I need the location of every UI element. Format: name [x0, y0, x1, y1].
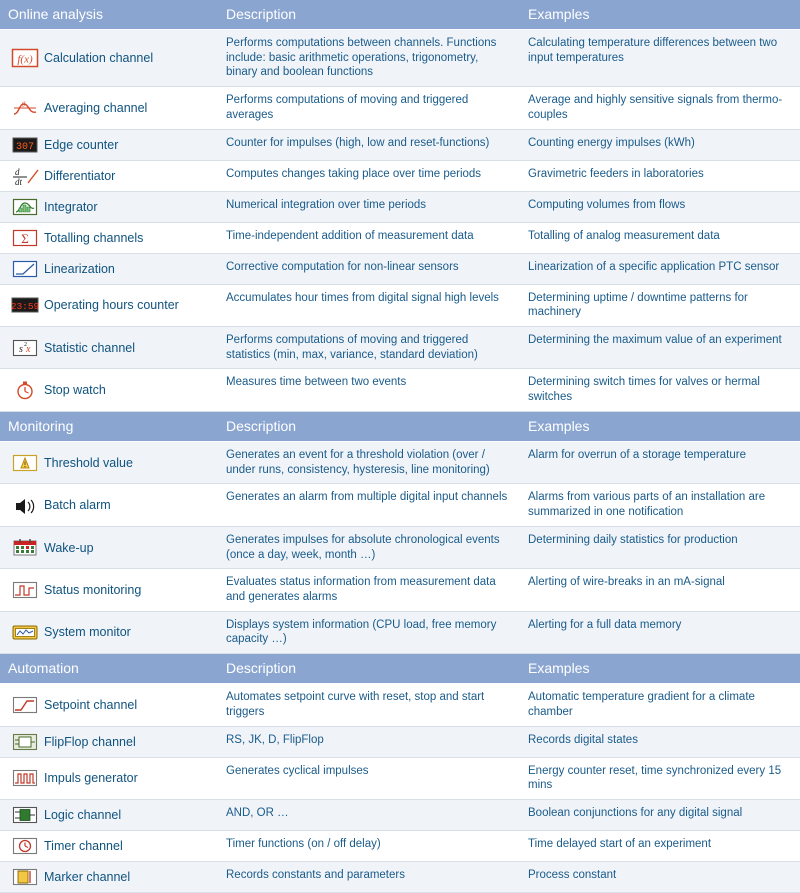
svg-text:307: 307 [15, 141, 35, 153]
table-row [0, 441, 800, 483]
row-name: System monitor [42, 611, 218, 653]
row-example: Alarm for overrun of a storage temperature [520, 441, 800, 483]
status-monitoring-icon [11, 579, 39, 601]
row-icon-cell [0, 222, 42, 253]
stop-watch-icon [11, 379, 39, 401]
row-icon-cell [0, 757, 42, 799]
row-description: Records constants and parameters [218, 861, 520, 892]
row-description: Generates an alarm from multiple digital input channels [218, 484, 520, 526]
row-name: Impuls generator [42, 757, 218, 799]
row-description: Displays system information (CPU load, free memory capacity …) [218, 611, 520, 653]
setpoint-channel-icon [11, 694, 39, 716]
operating-hours-counter-icon [11, 294, 39, 316]
marker-channel-icon [11, 866, 39, 888]
table-row [0, 284, 800, 326]
table-row [0, 861, 800, 892]
system-monitor-icon [11, 621, 39, 643]
row-name: Linearization [42, 253, 218, 284]
row-icon-cell [0, 611, 42, 653]
row-example: Linearization of a specific application PTC sensor [520, 253, 800, 284]
row-description: Corrective computation for non-linear sensors [218, 253, 520, 284]
svg-text:2: 2 [24, 341, 27, 348]
row-description: Accumulates hour times from digital signal high levels [218, 284, 520, 326]
wake-up-icon [11, 537, 39, 559]
svg-text:f(x): f(x) [17, 53, 33, 66]
row-icon-cell [0, 160, 42, 191]
row-example: Determining switch times for valves or hermal switches [520, 369, 800, 411]
row-description: Evaluates status information from measurement data and generates alarms [218, 569, 520, 611]
column-header-description: Description [218, 654, 520, 684]
row-example: Time delayed start of an experiment [520, 830, 800, 861]
section-header-automation [0, 654, 800, 684]
threshold-value-icon [11, 452, 39, 474]
row-example: Totalling of analog measurement data [520, 222, 800, 253]
column-header-description: Description [218, 0, 520, 30]
table-row [0, 569, 800, 611]
row-description: Measures time between two events [218, 369, 520, 411]
table-row [0, 222, 800, 253]
row-description: Timer functions (on / off delay) [218, 830, 520, 861]
table-row [0, 160, 800, 191]
row-icon-cell [0, 861, 42, 892]
section-title: Automation [0, 654, 218, 684]
averaging-channel-icon [11, 97, 39, 119]
svg-text:Σ: Σ [21, 230, 29, 246]
row-name: Wake-up [42, 526, 218, 568]
row-example: Records digital states [520, 726, 800, 757]
row-name: Status monitoring [42, 569, 218, 611]
row-description: Numerical integration over time periods [218, 191, 520, 222]
row-icon-cell [0, 526, 42, 568]
row-icon-cell [0, 253, 42, 284]
row-example: Alerting of wire-breaks in an mA-signal [520, 569, 800, 611]
table-row [0, 726, 800, 757]
row-example: Counting energy impulses (kWh) [520, 129, 800, 160]
svg-text:dt: dt [15, 176, 23, 187]
flipflop-channel-icon [11, 731, 39, 753]
row-name: Integrator [42, 191, 218, 222]
statistic-channel-icon [11, 337, 39, 359]
row-icon-cell [0, 327, 42, 369]
row-example: Calculating temperature differences between two input temperatures [520, 30, 800, 87]
table-row [0, 253, 800, 284]
row-description: Computes changes taking place over time periods [218, 160, 520, 191]
table-row [0, 30, 800, 87]
row-name: Timer channel [42, 830, 218, 861]
row-name: Stop watch [42, 369, 218, 411]
svg-text:23:59: 23:59 [11, 301, 39, 313]
table-row [0, 191, 800, 222]
row-example: Average and highly sensitive signals from thermo-couples [520, 87, 800, 129]
row-icon-cell [0, 830, 42, 861]
row-name: Marker channel [42, 861, 218, 892]
row-name: Calculation channel [42, 30, 218, 87]
row-name: Averaging channel [42, 87, 218, 129]
section-title: Online analysis [0, 0, 218, 30]
row-description: Generates an event for a threshold violation (over / under runs, consistency, hysteresis, line monitoring) [218, 441, 520, 483]
row-description: Counter for impulses (high, low and reset-functions) [218, 129, 520, 160]
row-name: Logic channel [42, 799, 218, 830]
table-row [0, 526, 800, 568]
table-row [0, 684, 800, 726]
table-row [0, 830, 800, 861]
linearization-icon [11, 258, 39, 280]
row-example: Alarms from various parts of an installation are summarized in one notification [520, 484, 800, 526]
row-icon-cell [0, 369, 42, 411]
row-name: Edge counter [42, 129, 218, 160]
row-name: FlipFlop channel [42, 726, 218, 757]
row-icon-cell [0, 284, 42, 326]
row-description: Performs computations of moving and triggered statistics (min, max, variance, standard deviation) [218, 327, 520, 369]
row-description: Automates setpoint curve with reset, stop and start triggers [218, 684, 520, 726]
row-example: Boolean conjunctions for any digital signal [520, 799, 800, 830]
row-icon-cell [0, 684, 42, 726]
row-name: Operating hours counter [42, 284, 218, 326]
calculation-channel-icon [11, 47, 39, 69]
row-example: Determining uptime / downtime patterns for machinery [520, 284, 800, 326]
table-row [0, 369, 800, 411]
table-row [0, 129, 800, 160]
row-example: Energy counter reset, time synchronized every 15 mins [520, 757, 800, 799]
row-name: Batch alarm [42, 484, 218, 526]
row-icon-cell [0, 30, 42, 87]
table-row [0, 484, 800, 526]
batch-alarm-icon [11, 494, 39, 516]
column-header-examples: Examples [520, 0, 800, 30]
row-description: Generates impulses for absolute chronological events (once a day, week, month …) [218, 526, 520, 568]
totalling-channels-icon [11, 227, 39, 249]
column-header-examples: Examples [520, 411, 800, 441]
row-description: RS, JK, D, FlipFlop [218, 726, 520, 757]
table-row [0, 757, 800, 799]
integrator-icon [11, 196, 39, 218]
logic-channel-icon [11, 804, 39, 826]
row-description: AND, OR … [218, 799, 520, 830]
table-row [0, 799, 800, 830]
section-header-monitoring [0, 411, 800, 441]
impuls-generator-icon [11, 767, 39, 789]
row-example: Determining the maximum value of an experiment [520, 327, 800, 369]
column-header-examples: Examples [520, 654, 800, 684]
edge-counter-icon [11, 134, 39, 156]
differentiator-icon [11, 165, 39, 187]
svg-text:g: g [22, 98, 26, 107]
row-icon-cell [0, 569, 42, 611]
row-example: Automatic temperature gradient for a climate chamber [520, 684, 800, 726]
row-name: Totalling channels [42, 222, 218, 253]
row-icon-cell [0, 799, 42, 830]
section-header-online-analysis [0, 0, 800, 30]
row-description: Performs computations between channels. Functions include: basic arithmetic operations, trigonometry, binary and boolean functions [218, 30, 520, 87]
row-example: Computing volumes from flows [520, 191, 800, 222]
row-icon-cell [0, 484, 42, 526]
svg-text:s: s [19, 343, 23, 355]
svg-text:d: d [15, 166, 20, 177]
table-row [0, 87, 800, 129]
row-name: Threshold value [42, 441, 218, 483]
row-icon-cell [0, 441, 42, 483]
row-icon-cell [0, 87, 42, 129]
row-name: Setpoint channel [42, 684, 218, 726]
row-description: Performs computations of moving and triggered averages [218, 87, 520, 129]
row-description: Time-independent addition of measurement data [218, 222, 520, 253]
row-icon-cell [0, 726, 42, 757]
column-header-description: Description [218, 411, 520, 441]
row-icon-cell [0, 129, 42, 160]
timer-channel-icon [11, 835, 39, 857]
row-example: Process constant [520, 861, 800, 892]
row-example: Alerting for a full data memory [520, 611, 800, 653]
row-example: Gravimetric feeders in laboratories [520, 160, 800, 191]
row-name: Statistic channel [42, 327, 218, 369]
table-row [0, 327, 800, 369]
table-row [0, 611, 800, 653]
row-description: Generates cyclical impulses [218, 757, 520, 799]
row-icon-cell [0, 191, 42, 222]
svg-text:x: x [26, 343, 31, 355]
section-title: Monitoring [0, 411, 218, 441]
row-name: Differentiator [42, 160, 218, 191]
row-example: Determining daily statistics for production [520, 526, 800, 568]
